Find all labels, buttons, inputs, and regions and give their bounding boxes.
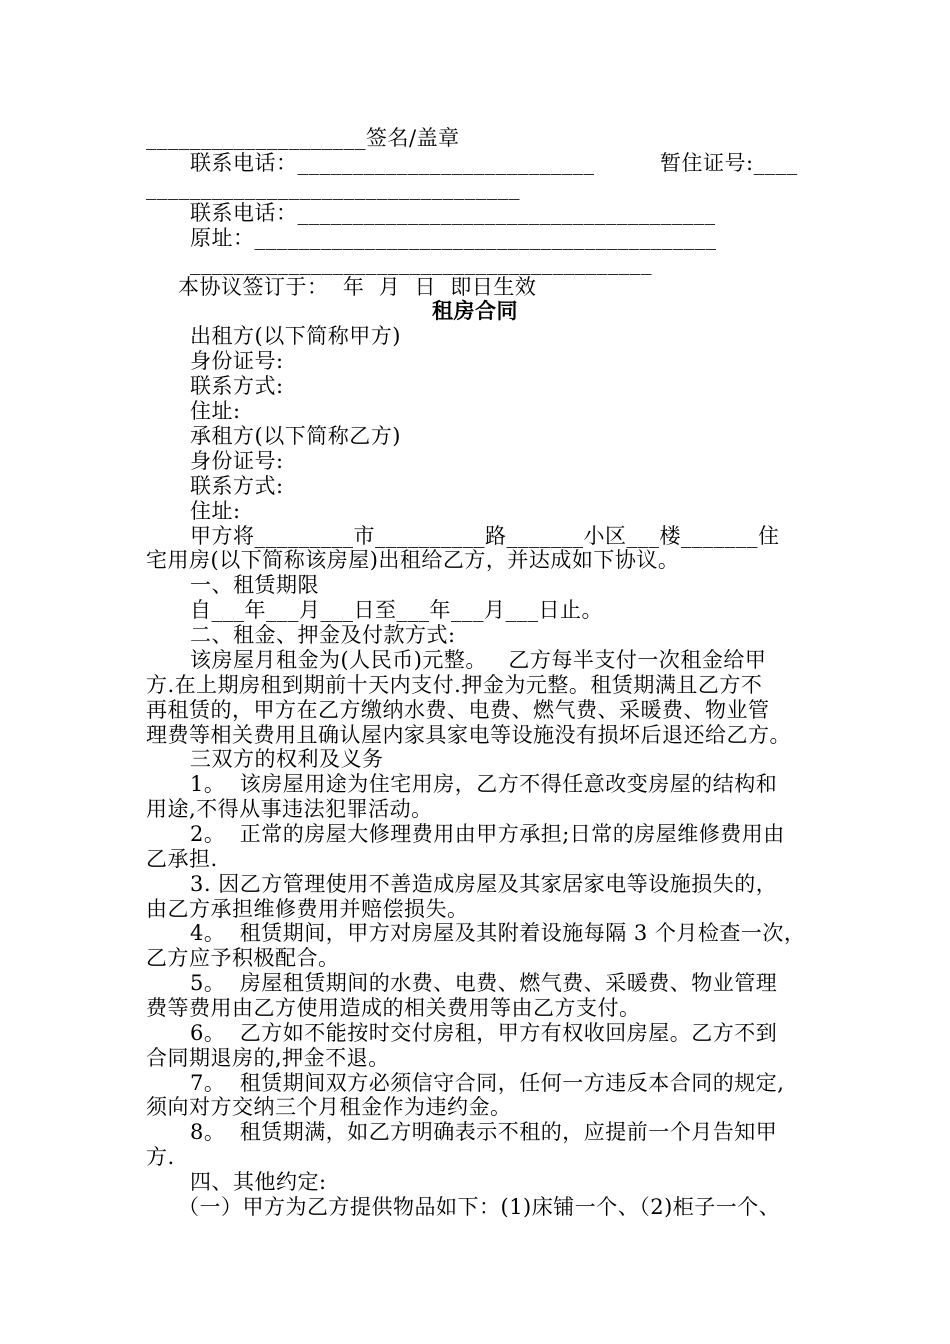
blank-line-1: __________________________________ — [146, 176, 520, 200]
section-1-title: 一、租赁期限 — [190, 573, 319, 597]
lessee-address: 住址: — [190, 499, 241, 523]
lessor-address: 住址: — [190, 399, 241, 423]
rent-line-4: 理费等相关费用且确认屋内家具家电等设施没有损坏后退还给乙方。 — [146, 723, 791, 747]
intro-line-1: 甲方将_________市__________路_______小区___楼_______住 — [190, 524, 780, 548]
section-4-title: 四、其他约定: — [190, 1170, 327, 1194]
original-address-field: 原址：__________________________________________ — [190, 226, 717, 250]
contract-title: 租房合同 — [432, 298, 518, 323]
item-7-line-1: 7。 租赁期间双方必须信守合同，任何一方违反本合同的规定, — [190, 1071, 785, 1095]
lessee-id: 身份证号: — [190, 449, 284, 473]
intro-line-2: 宅用房(以下简称该房屋)出租给乙方，并达成如下协议。 — [146, 548, 680, 572]
phone-field-2: 联系电话：______________________________________ — [190, 201, 716, 225]
rent-line-1: 该房屋月租金为(人民币)元整。 乙方每半支付一次租金给甲 — [190, 648, 767, 672]
item-1-line-1: 1。 该房屋用途为住宅用房，乙方不得任意改变房屋的结构和 — [190, 772, 778, 796]
item-4-line-2: 乙方应予积极配合。 — [146, 946, 340, 970]
lessor-contact: 联系方式: — [190, 374, 284, 398]
item-5-line-2: 费等费用由乙方使用造成的相关费用等由乙方支付。 — [146, 996, 641, 1020]
item-8-line-1: 8。 租赁期满，如乙方明确表示不租的，应提前一个月告知甲 — [190, 1120, 778, 1144]
phone-field-1: 联系电话：___________________________ — [190, 151, 595, 175]
item-1-line-2: 用途,不得从事违法犯罪活动。 — [146, 797, 433, 821]
lessor-id: 身份证号: — [190, 349, 284, 373]
item-8-line-2: 方. — [146, 1145, 175, 1169]
rent-line-2: 方.在上期房租到期前十天内支付.押金为元整。租赁期满且乙方不 — [146, 673, 763, 697]
signed-date: 本协议签订于： 年 月 日 即日生效 — [178, 275, 537, 299]
item-6-line-2: 合同期退房的,押金不退。 — [146, 1046, 390, 1070]
item-2-line-2: 乙承担. — [146, 847, 218, 871]
rent-line-3: 再租赁的，甲方在乙方缴纳水费、电费、燃气费、采暖费、物业管 — [146, 698, 770, 722]
item-7-line-2: 须向对方交纳三个月租金作为违约金。 — [146, 1095, 512, 1119]
lessor-label: 出租方(以下简称甲方) — [190, 324, 401, 348]
lessee-label: 承租方(以下简称乙方) — [190, 424, 401, 448]
item-3-line-2: 由乙方承担维修费用并赔偿损失。 — [146, 897, 469, 921]
item-5-line-1: 5。 房屋租赁期间的水费、电费、燃气费、采暖费、物业管理 — [190, 971, 778, 995]
lease-term-line: 自___年___月___日至___年___月___日止。 — [190, 598, 603, 622]
lessee-contact: 联系方式: — [190, 474, 284, 498]
item-6-line-1: 6。 乙方如不能按时交付房租，甲方有权收回房屋。乙方不到 — [190, 1021, 778, 1045]
signature-line: ____________________签名/盖章 — [146, 126, 460, 150]
item-2-line-1: 2。 正常的房屋大修理费用由甲方承担;日常的房屋维修费用由 — [190, 822, 785, 846]
section-3-title: 三双方的权利及义务 — [190, 747, 384, 771]
item-3-line-1: 3. 因乙方管理使用不善造成房屋及其家居家电等设施损失的， — [190, 872, 778, 896]
item-4-line-1: 4。 租赁期间，甲方对房屋及其附着设施每隔 3 个月检查一次， — [190, 921, 806, 945]
section-2-title: 二、租金、押金及付款方式: — [190, 623, 456, 647]
temp-id-field: 暂住证号:____ — [660, 151, 798, 175]
blank-line-2: __________________________________________ — [190, 251, 652, 275]
other-terms-line-1: （一）甲方为乙方提供物品如下：(1)床铺一个、（2)柜子一个、 — [178, 1195, 781, 1219]
